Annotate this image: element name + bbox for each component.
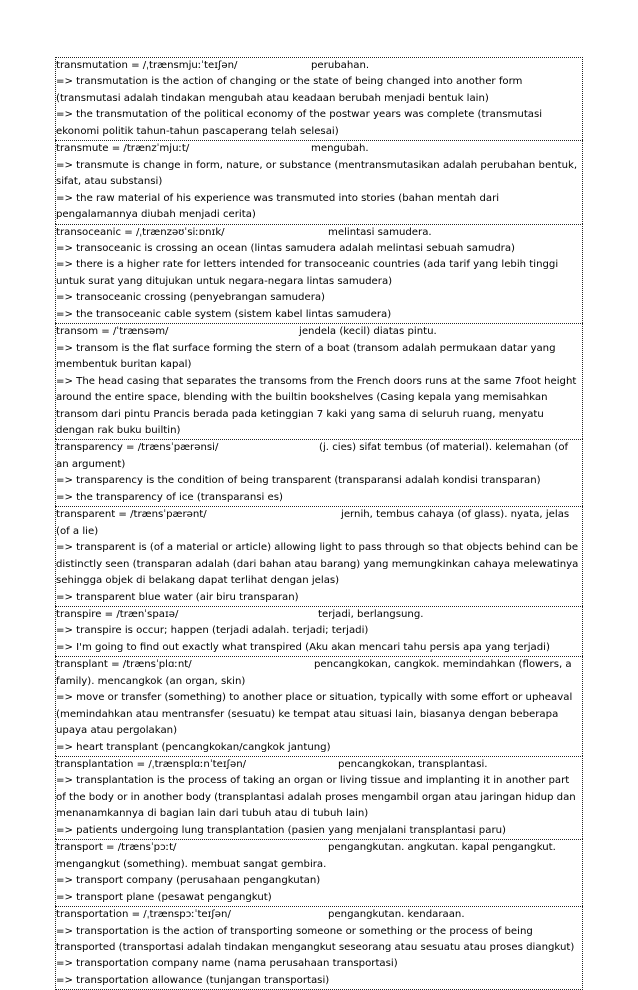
dictionary-entry (55, 506, 583, 606)
entry-headline (56, 907, 582, 923)
headword-pronunciation: transparent = /trænsˈpærənt/ (56, 509, 207, 521)
example-line: => transportation company name (nama perusahaan transportasi) (56, 958, 398, 970)
example-line: => move or transfer (something) to another place or situation, typically with some effort or upheaval (memindahkan atau mentransfer (sesuatu) ke tempat atau situasi lain, biasanya dengan beberapa upaya atau pergolakan) (56, 692, 573, 737)
entry-headline (56, 58, 582, 74)
definition-text: (j. cies) sifat tembus (of material). kelemahan (of an argument) (56, 442, 569, 470)
entry-headline (56, 657, 582, 690)
example-line: => transparent is (of a material or article) allowing light to pass through so that objects behind can be distinctly seen (transparan adalah (dari bahan atau barang) yang memungkinkan cahaya melewatinya sehingga objek di belakang dapat terlihat dengan jelas) (56, 542, 579, 587)
headword-pronunciation: transpire = /trænˈspaɪə/ (56, 608, 179, 620)
example-line: => transparency is the condition of being transparent (transparansi adalah kondisi transparan) (56, 475, 541, 487)
definition-text: jendela (kecil) diatas pintu. (299, 326, 437, 338)
definition-text: pengangkutan. angkutan. kapal pengangkut. mengangkut (something). membuat sangat gembira. (56, 842, 556, 870)
definition-text: jernih, tembus cahaya (of glass). nyata, jelas (of a lie) (56, 509, 570, 537)
definition-text: mengubah. (311, 143, 369, 155)
definition-text: perubahan. (311, 60, 370, 71)
headword-pronunciation: transplantation = /ˌtrænsplɑːnˈteɪʃən/ (56, 759, 247, 771)
example-line: => transoceanic crossing (penyebrangan samudera) (56, 292, 326, 304)
entry-headline (56, 141, 582, 157)
headword-pronunciation: transmute = /trænzˈmjuːt/ (56, 143, 190, 155)
headword-pronunciation: transparency = /trænsˈpærənsi/ (56, 442, 219, 454)
example-line: => I'm going to find out exactly what transpired (Aku akan mencari tahu persis apa yang terjadi) (56, 641, 550, 653)
example-line: => transplantation is the process of taking an organ or living tissue and implanting it in another part of the body or in another body (transplantasi adalah proses mengambil organ atau jaringan hidup dan menanamkannya di bagian lain dari tubuh atau di tubuh lain) (56, 775, 576, 820)
dictionary-entry (55, 606, 583, 656)
headword-pronunciation: transportation = /ˌtrænspɔːˈteɪʃən/ (56, 909, 231, 921)
dictionary-document (55, 57, 583, 990)
example-line: => transportation allowance (tunjangan transportasi) (56, 974, 330, 986)
headword-pronunciation: transoceanic = /ˌtrænzəʊˈsiːɒnɪk/ (56, 226, 225, 238)
definition-text: melintasi samudera. (328, 226, 432, 238)
dictionary-entry (55, 839, 583, 906)
entry-headline (56, 607, 582, 623)
definition-text: terjadi, berlangsung. (318, 608, 424, 620)
example-line: => transmutation is the action of changing or the state of being changed into another form (transmutasi adalah tindakan mengubah atau keadaan berubah menjadi bentuk lain) (56, 76, 523, 104)
example-line: => the transparency of ice (transparansi es) (56, 491, 284, 503)
example-line: => heart transplant (pencangkokan/cangkok jantung) (56, 741, 331, 753)
example-line: => the raw material of his experience was transmuted into stories (bahan mentah dari pengalamannya diubah menjadi cerita) (56, 192, 500, 221)
example-line: => transparent blue water (air biru transparan) (56, 591, 299, 603)
entry-headline (56, 440, 582, 473)
example-line: => transport plane (pesawat pengangkut) (56, 891, 272, 903)
entry-headline (56, 507, 582, 540)
entry-headline (56, 757, 582, 773)
example-line: => patients undergoing lung transplantation (pasien yang menjalani transplantasi paru) (56, 824, 506, 836)
definition-text: pencangkokan, cangkok. memindahkan (flowers, a family). mencangkok (an organ, skin) (56, 659, 572, 687)
example-line: => The head casing that separates the transoms from the French doors runs at the same 7foot height around the entire space, blending with the builtin bookshelves (Casing kepala yang memisahkan transom dari pintu Prancis berada pada ketinggian 7 kaki yang sama di seluruh ruang, menyatu dengan rak buku builtin) (56, 375, 577, 436)
dictionary-entry (55, 323, 583, 439)
example-line: => transoceanic is crossing an ocean (lintas samudera adalah melintasi sebuah samudra) (56, 242, 515, 254)
entry-headline (56, 324, 582, 340)
entry-headline (56, 840, 582, 873)
dictionary-entry (55, 656, 583, 756)
headword-pronunciation: transport = /trænsˈpɔːt/ (56, 842, 177, 854)
definition-text: pengangkutan. kendaraan. (328, 909, 465, 921)
dictionary-entry (55, 756, 583, 839)
dictionary-entry (55, 439, 583, 506)
example-line: => transpire is occur; happen (terjadi adalah. terjadi; terjadi) (56, 625, 369, 637)
headword-pronunciation: transom = /ˈtrænsəm/ (56, 326, 169, 338)
headword-pronunciation: transmutation = /ˌtrænsmjuːˈteɪʃən/ (56, 60, 238, 71)
dictionary-entry (55, 57, 583, 140)
definition-text: pencangkokan, transplantasi. (338, 759, 488, 771)
entry-headline (56, 225, 582, 241)
example-line: => the transmutation of the political economy of the postwar years was complete (transmutasi ekonomi politik tahun-tahun pascaperang telah selesai) (56, 109, 543, 137)
headword-pronunciation: transplant = /trænsˈplɑːnt/ (56, 659, 192, 671)
example-line: => transmute is change in form, nature, or substance (mentransmutasikan adalah perubahan bentuk, sifat, atau substansi) (56, 159, 578, 188)
example-line: => transom is the flat surface forming the stern of a boat (transom adalah permukaan datar yang membentuk buritan kapal) (56, 342, 556, 371)
example-line: => there is a higher rate for letters intended for transoceanic countries (ada tarif yang lebih tinggi untuk surat yang ditujukan untuk negara-negara lintas samudera) (56, 259, 559, 287)
example-line: => the transoceanic cable system (sistem kabel lintas samudera) (56, 308, 392, 320)
dictionary-entry (55, 140, 583, 223)
example-line: => transportation is the action of transporting someone or something or the process of being transported (transportasi adalah tindakan mengangkut seseorang atau sesuatu atau proses diangkut) (56, 925, 575, 954)
dictionary-entry (55, 224, 583, 324)
example-line: => transport company (perusahaan pengangkutan) (56, 875, 321, 887)
dictionary-entry (55, 906, 583, 990)
